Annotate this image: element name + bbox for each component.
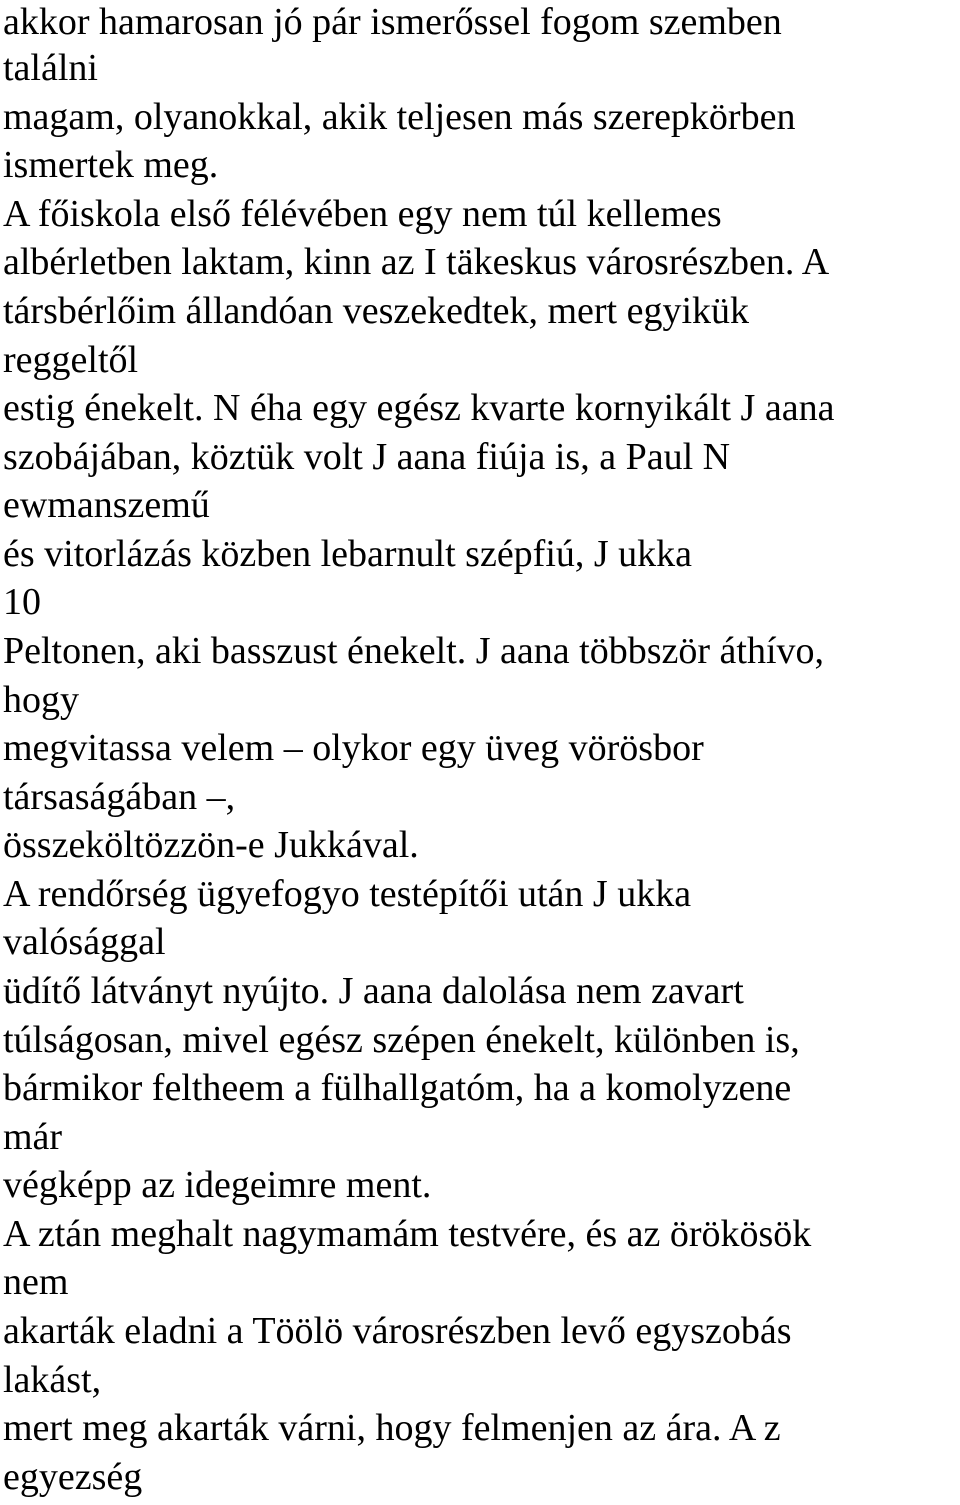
- text-line: 10: [3, 581, 41, 623]
- text-line: bármikor feltheem a fülhallgatóm, ha a komolyzene: [3, 1067, 792, 1109]
- text-line: összeköltözzön-e Jukkával.: [3, 824, 419, 866]
- text-line: valósággal: [3, 921, 166, 963]
- text-line: Peltonen, aki basszust énekelt. J aana többször áthívo,: [3, 630, 825, 672]
- text-line: mert meg akarták várni, hogy felmenjen az ára. A z: [3, 1407, 781, 1449]
- text-line: nem: [3, 1261, 69, 1303]
- text-line: hogy: [3, 679, 79, 721]
- text-line: üdítő látványt nyújto. J aana dalolása nem zavart: [3, 970, 744, 1012]
- text-line: akkor hamarosan jó pár ismerőssel fogom szemben: [3, 1, 782, 43]
- text-line: megvitassa velem – olykor egy üveg vörösbor: [3, 727, 704, 769]
- text-line: túlságosan, mivel egész szépen énekelt, különben is,: [3, 1019, 800, 1061]
- text-line: egyezség: [3, 1456, 143, 1498]
- text-line: reggeltől: [3, 339, 139, 381]
- text-line: albérletben laktam, kinn az I täkeskus városrészben. A: [3, 241, 830, 283]
- text-line: ewmanszemű: [3, 484, 210, 526]
- text-line: szobájában, köztük volt J aana fiúja is, a Paul N: [3, 436, 731, 478]
- text-line: akarták eladni a Töölö városrészben levő egyszobás: [3, 1310, 792, 1352]
- text-line: társbérlőim állandóan veszekedtek, mert egyikük: [3, 290, 750, 332]
- text-line: A főiskola első félévében egy nem túl kellemes: [3, 193, 722, 235]
- text-line: magam, olyanokkal, akik teljesen más szerepkörben: [3, 96, 796, 138]
- text-line: végképp az idegeimre ment.: [3, 1164, 432, 1206]
- text-line: lakást,: [3, 1359, 102, 1401]
- text-line: már: [3, 1116, 63, 1158]
- text-line: A ztán meghalt nagymamám testvére, és az örökösök: [3, 1213, 812, 1255]
- text-line: társaságában –,: [3, 776, 236, 818]
- text-line: találni: [3, 47, 98, 89]
- text-line: estig énekelt. N éha egy egész kvarte kornyikált J aana: [3, 387, 835, 429]
- text-line: ismertek meg.: [3, 144, 219, 186]
- text-line: A rendőrség ügyefogyo testépítői után J ukka: [3, 873, 692, 915]
- text-line: és vitorlázás közben lebarnult szépfiú, J ukka: [3, 533, 693, 575]
